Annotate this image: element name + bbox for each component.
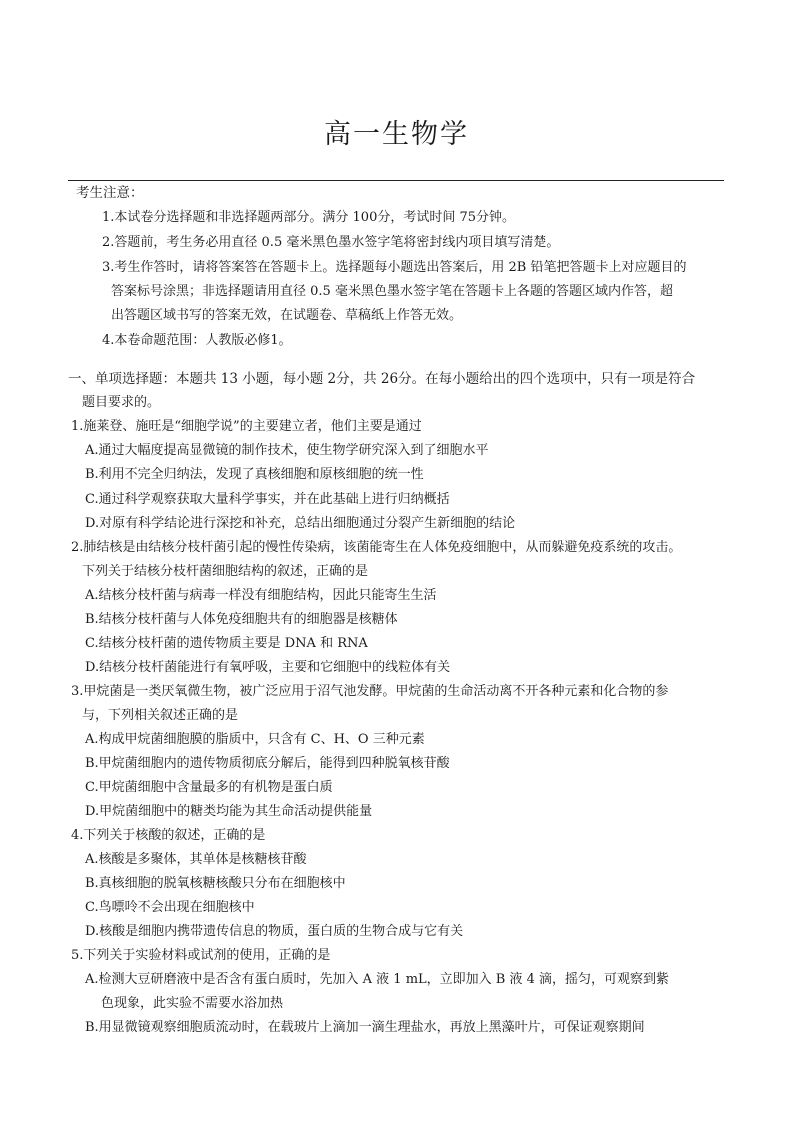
question-option: B.结核分枝杆菌与人体免疫细胞共有的细胞器是核糖体: [85, 612, 398, 627]
question-option: D.对原有科学结论进行深挖和补充，总结出细胞通过分裂产生新细胞的结论: [85, 516, 516, 531]
question-option: C.通过科学观察获取大量科学事实，并在此基础上进行归纳概括: [85, 492, 450, 507]
question-option: C.甲烷菌细胞中含量最多的有机物是蛋白质: [85, 780, 333, 795]
section-heading: 一、单项选择题：本题共 13 小题，每小题 2分，共 26分。在每小题给出的四个选项中，只有一项是符合: [68, 371, 696, 387]
notice-item: 4.本卷命题范围：人教版必修1。: [102, 333, 292, 348]
question-stem: 3.甲烷菌是一类厌氧微生物，被广泛应用于沼气池发酵。甲烷菌的生命活动离不开各种元素和化合物的参: [71, 684, 669, 699]
question-option: B.真核细胞的脱氧核糖核酸只分布在细胞核中: [85, 876, 346, 891]
question-option: C.鸟嘌呤不会出现在细胞核中: [85, 900, 255, 915]
question-option: B.用显微镜观察细胞质流动时，在载玻片上滴加一滴生理盐水，再放上黑藻叶片，可保证观察期间: [85, 1020, 645, 1035]
notice-item: 2.答题前，考生务必用直径 0.5 毫米黑色墨水签字笔将密封线内项目填写清楚。: [102, 235, 560, 250]
notice-heading: 考生注意：: [76, 185, 144, 201]
question-option: A.通过大幅度提高显微镜的制作技术，使生物学研究深入到了细胞水平: [85, 443, 489, 458]
question-stem: 2.肺结核是由结核分枝杆菌引起的慢性传染病，该菌能寄生在人体免疫细胞中，从而躲避免疫系统的攻击。: [71, 540, 682, 555]
header-divider: [68, 180, 724, 181]
notice-item-continuation: 出答题区域书写的答案无效，在试题卷、草稿纸上作答无效。: [111, 308, 463, 323]
question-option: A.核酸是多聚体，其单体是核糖核苷酸: [85, 852, 307, 867]
notice-item: 1.本试卷分选择题和非选择题两部分。满分 100分，考试时间 75分钟。: [102, 210, 516, 225]
question-option: D.核酸是细胞内携带遗传信息的物质，蛋白质的生物合成与它有关: [85, 924, 464, 939]
page-title: 高一生物学: [324, 119, 469, 150]
question-option: A.构成甲烷菌细胞膜的脂质中，只含有 C、H、O 三种元素: [85, 732, 425, 747]
section-heading-continuation: 题目要求的。: [82, 395, 161, 410]
question-stem: 4.下列关于核酸的叙述，正确的是: [71, 828, 266, 843]
question-stem: 5.下列关于实验材料或试剂的使用，正确的是: [71, 948, 331, 963]
question-option: B.甲烷菌细胞内的遗传物质彻底分解后，能得到四种脱氧核苷酸: [85, 756, 450, 771]
notice-item: 3.考生作答时，请将答案答在答题卡上。选择题每小题选出答案后，用 2B 铅笔把答题卡上对应题目的: [102, 260, 687, 275]
question-stem: 1.施莱登、施旺是“细胞学说”的主要建立者，他们主要是通过: [71, 419, 422, 434]
question-option: A.检测大豆研磨液中是否含有蛋白质时，先加入 A 液 1 mL，立即加入 B 液 4 滴，摇匀，可观察到紫: [85, 972, 670, 987]
question-option-continuation: 色现象，此实验不需要水浴加热: [101, 996, 284, 1011]
question-stem-continuation: 与，下列相关叙述正确的是: [82, 708, 239, 723]
notice-item-continuation: 答案标号涂黑；非选择题请用直径 0.5 毫米黑色墨水签字笔在答题卡上各题的答题区域内作答，超: [111, 284, 673, 299]
question-option: A.结核分枝杆菌与病毒一样没有细胞结构，因此只能寄生生活: [85, 588, 437, 603]
question-option: D.甲烷菌细胞中的糖类均能为其生命活动提供能量: [85, 804, 373, 819]
question-option: D.结核分枝杆菌能进行有氧呼吸，主要和它细胞中的线粒体有关: [85, 660, 451, 675]
question-stem-continuation: 下列关于结核分枝杆菌细胞结构的叙述，正确的是: [82, 564, 369, 579]
question-option: B.利用不完全归纳法，发现了真核细胞和原核细胞的统一性: [85, 467, 424, 482]
question-option: C.结核分枝杆菌的遗传物质主要是 DNA 和 RNA: [85, 636, 368, 651]
